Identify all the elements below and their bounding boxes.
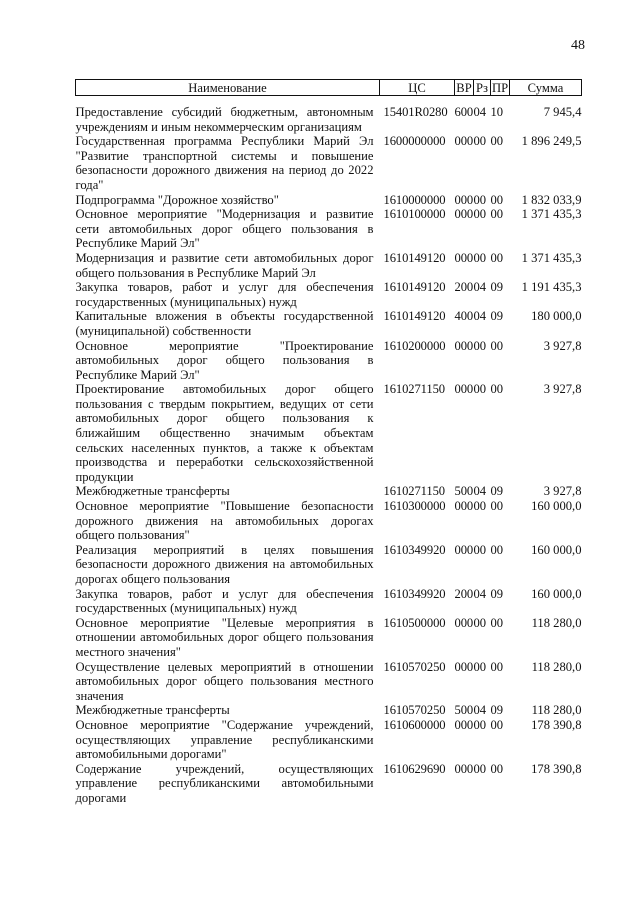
row-rz-code: 00 xyxy=(473,761,486,776)
table-row xyxy=(76,339,582,383)
row-pr-code: 00 xyxy=(490,761,503,776)
row-name: Основное мероприятие "Проектирование автомобильных дорог общего пользования в Республике Марий Эл" xyxy=(75,338,374,382)
row-cs-code: 1610100000 xyxy=(383,207,446,222)
budget-table xyxy=(75,79,582,806)
row-vr-code: 000 xyxy=(454,761,474,776)
row-rz-code: 04 xyxy=(473,586,486,601)
row-name: Межбюджетные трансферты xyxy=(75,703,230,718)
row-sum: 160 000,0 xyxy=(531,542,582,557)
row-name: Модернизация и развитие сети автомобильных дорог общего пользования в Республике Марий Эл xyxy=(75,250,374,280)
row-sum: 118 280,0 xyxy=(531,703,582,718)
table-row xyxy=(76,762,582,806)
row-vr-code: 200 xyxy=(454,586,474,601)
row-cs-code: 1610349920 xyxy=(383,586,446,601)
row-rz-code: 00 xyxy=(473,615,486,630)
row-vr-code: 000 xyxy=(454,542,474,557)
page-number: 48 xyxy=(571,38,585,53)
row-pr-code: 09 xyxy=(490,309,503,324)
row-pr-code: 09 xyxy=(490,280,503,295)
header-sum: Сумма xyxy=(510,80,582,96)
row-pr-code: 09 xyxy=(490,484,503,499)
row-rz-code: 00 xyxy=(473,192,486,207)
table-row xyxy=(76,251,582,280)
row-pr-code: 00 xyxy=(490,207,503,222)
row-name: Основное мероприятие "Целевые мероприятия в отношении автомобильных дорог общего пользования местного значения" xyxy=(75,615,374,659)
row-sum: 180 000,0 xyxy=(531,309,582,324)
row-cs-code: 1600000000 xyxy=(383,134,446,149)
row-sum: 1 371 435,3 xyxy=(521,250,582,265)
header-name: Наименование xyxy=(76,80,380,96)
row-vr-code: 000 xyxy=(454,192,474,207)
row-pr-code: 00 xyxy=(490,250,503,265)
table-row xyxy=(76,543,582,587)
row-cs-code: 1610500000 xyxy=(383,615,446,630)
row-vr-code: 000 xyxy=(454,134,474,149)
row-cs-code: 1610271150 xyxy=(383,484,446,499)
table-row xyxy=(76,382,582,484)
row-pr-code: 00 xyxy=(490,717,503,732)
row-name: Содержание учреждений, осуществляющих управление республиканскими автомобильными дорогами xyxy=(75,761,374,805)
table-row xyxy=(76,499,582,543)
row-sum: 1 371 435,3 xyxy=(521,207,582,222)
row-vr-code: 000 xyxy=(454,338,474,353)
row-vr-code: 000 xyxy=(454,250,474,265)
row-name: Капитальные вложения в объекты государственной (муниципальной) собственности xyxy=(75,309,374,338)
row-cs-code: 1610629690 xyxy=(383,761,446,776)
header-rz: Рз xyxy=(474,80,491,96)
row-vr-code: 600 xyxy=(454,105,474,119)
row-vr-code: 000 xyxy=(454,207,474,222)
row-vr-code: 000 xyxy=(454,659,474,674)
row-pr-code: 10 xyxy=(490,105,503,119)
row-rz-code: 04 xyxy=(473,105,486,119)
row-sum: 3 927,8 xyxy=(543,484,582,499)
row-name: Предоставление субсидий бюджетным, автономным учреждениям и иным некоммерческим организациям xyxy=(75,105,374,134)
table-body xyxy=(76,96,582,806)
row-name: Основное мероприятие "Модернизация и развитие сети автомобильных дорог общего пользования в Республике Марий Эл" xyxy=(75,207,374,251)
row-vr-code: 400 xyxy=(454,309,474,324)
table-row xyxy=(76,718,582,762)
row-sum: 3 927,8 xyxy=(543,338,582,353)
table-row xyxy=(76,134,582,192)
row-sum: 178 390,8 xyxy=(531,761,582,776)
header-cs: ЦС xyxy=(380,80,455,96)
row-rz-code: 04 xyxy=(473,703,486,718)
row-name: Закупка товаров, работ и услуг для обеспечения государственных (муниципальных) нужд xyxy=(75,586,374,616)
row-sum: 7 945,4 xyxy=(543,105,582,119)
row-pr-code: 00 xyxy=(490,615,503,630)
row-cs-code: 1610200000 xyxy=(383,338,446,353)
row-vr-code: 200 xyxy=(454,280,474,295)
row-cs-code: 1610570250 xyxy=(383,703,446,718)
table-row xyxy=(76,193,582,208)
table-row xyxy=(76,484,582,499)
row-cs-code: 1610570250 xyxy=(383,659,446,674)
row-sum: 1 896 249,5 xyxy=(521,134,582,149)
row-rz-code: 00 xyxy=(473,382,486,397)
row-rz-code: 00 xyxy=(473,338,486,353)
row-cs-code: 1610349920 xyxy=(383,542,446,557)
row-rz-code: 00 xyxy=(473,659,486,674)
row-name: Проектирование автомобильных дорог общего пользования с твердым покрытием, ведущих от сети автомобильных дорог общего пользования к ближайшим общественно значимым объектам сельских населенных пунктов, а также к объектам производства и переработки сельскохозяйственной продукции xyxy=(75,382,374,484)
row-name: Закупка товаров, работ и услуг для обеспечения государственных (муниципальных) нужд xyxy=(75,280,374,309)
table-row xyxy=(76,280,582,309)
row-cs-code: 1610271150 xyxy=(383,382,446,397)
row-sum: 118 280,0 xyxy=(531,659,582,674)
row-pr-code: 00 xyxy=(490,338,503,353)
row-pr-code: 09 xyxy=(490,586,503,601)
row-cs-code: 1610000000 xyxy=(383,192,446,207)
row-rz-code: 04 xyxy=(473,484,486,499)
header-vr: ВР xyxy=(456,80,472,95)
table-row xyxy=(76,703,582,718)
row-pr-code: 00 xyxy=(490,382,503,397)
row-sum: 1 191 435,3 xyxy=(521,280,582,295)
row-name: Государственная программа Республики Марий Эл "Развитие транспортной системы и повышение безопасности дорожного движения на период до 2022 года" xyxy=(75,134,374,192)
row-name: Основное мероприятие "Повышение безопасности дорожного движения на автомобильных дорогах общего пользования" xyxy=(75,499,374,543)
row-sum: 1 832 033,9 xyxy=(521,192,582,207)
row-name: Осуществление целевых мероприятий в отношении автомобильных дорог общего пользования местного значения xyxy=(75,659,374,703)
row-name: Межбюджетные трансферты xyxy=(75,484,230,499)
table-row xyxy=(76,96,582,135)
table-row xyxy=(76,660,582,704)
row-vr-code: 000 xyxy=(454,717,474,732)
row-cs-code: 1610600000 xyxy=(383,717,446,732)
row-rz-code: 00 xyxy=(473,499,486,514)
header-pr: ПР xyxy=(492,80,509,95)
table-row xyxy=(76,207,582,251)
row-sum: 118 280,0 xyxy=(531,615,582,630)
row-rz-code: 00 xyxy=(473,717,486,732)
row-rz-code: 00 xyxy=(473,207,486,222)
row-vr-code: 000 xyxy=(454,499,474,514)
row-vr-code: 000 xyxy=(454,615,474,630)
row-rz-code: 00 xyxy=(473,250,486,265)
row-sum: 3 927,8 xyxy=(543,382,582,397)
table-row xyxy=(76,616,582,660)
row-rz-code: 04 xyxy=(473,280,486,295)
row-cs-code: 1610149120 xyxy=(383,309,446,324)
row-vr-code: 000 xyxy=(454,382,474,397)
table-row xyxy=(76,587,582,616)
row-vr-code: 500 xyxy=(454,703,474,718)
row-sum: 160 000,0 xyxy=(531,586,582,601)
row-pr-code: 09 xyxy=(490,703,503,718)
row-name: Реализация мероприятий в целях повышения безопасности дорожного движения на автомобильных дорогах общего пользования xyxy=(75,542,374,586)
row-rz-code: 00 xyxy=(473,134,486,149)
row-name: Основное мероприятие "Содержание учреждений, осуществляющих управление республиканскими автомобильными дорогами" xyxy=(75,717,374,762)
row-vr-code: 500 xyxy=(454,484,474,499)
row-cs-code: 1610149120 xyxy=(383,250,446,265)
row-sum: 178 390,8 xyxy=(531,717,582,732)
row-cs-code: 1610300000 xyxy=(383,499,446,514)
row-name: Подпрограмма "Дорожное хозяйство" xyxy=(75,192,279,207)
row-pr-code: 00 xyxy=(490,659,503,674)
row-cs-code: 1610149120 xyxy=(383,280,446,295)
row-rz-code: 04 xyxy=(473,309,486,324)
table-row xyxy=(76,309,582,338)
row-cs-code: 15401R0280 xyxy=(383,105,448,119)
row-pr-code: 00 xyxy=(490,542,503,557)
row-rz-code: 00 xyxy=(473,542,486,557)
table-header-row xyxy=(76,80,582,96)
row-sum: 160 000,0 xyxy=(531,499,582,514)
row-pr-code: 00 xyxy=(490,499,503,514)
row-pr-code: 00 xyxy=(490,134,503,149)
row-pr-code: 00 xyxy=(490,192,503,207)
